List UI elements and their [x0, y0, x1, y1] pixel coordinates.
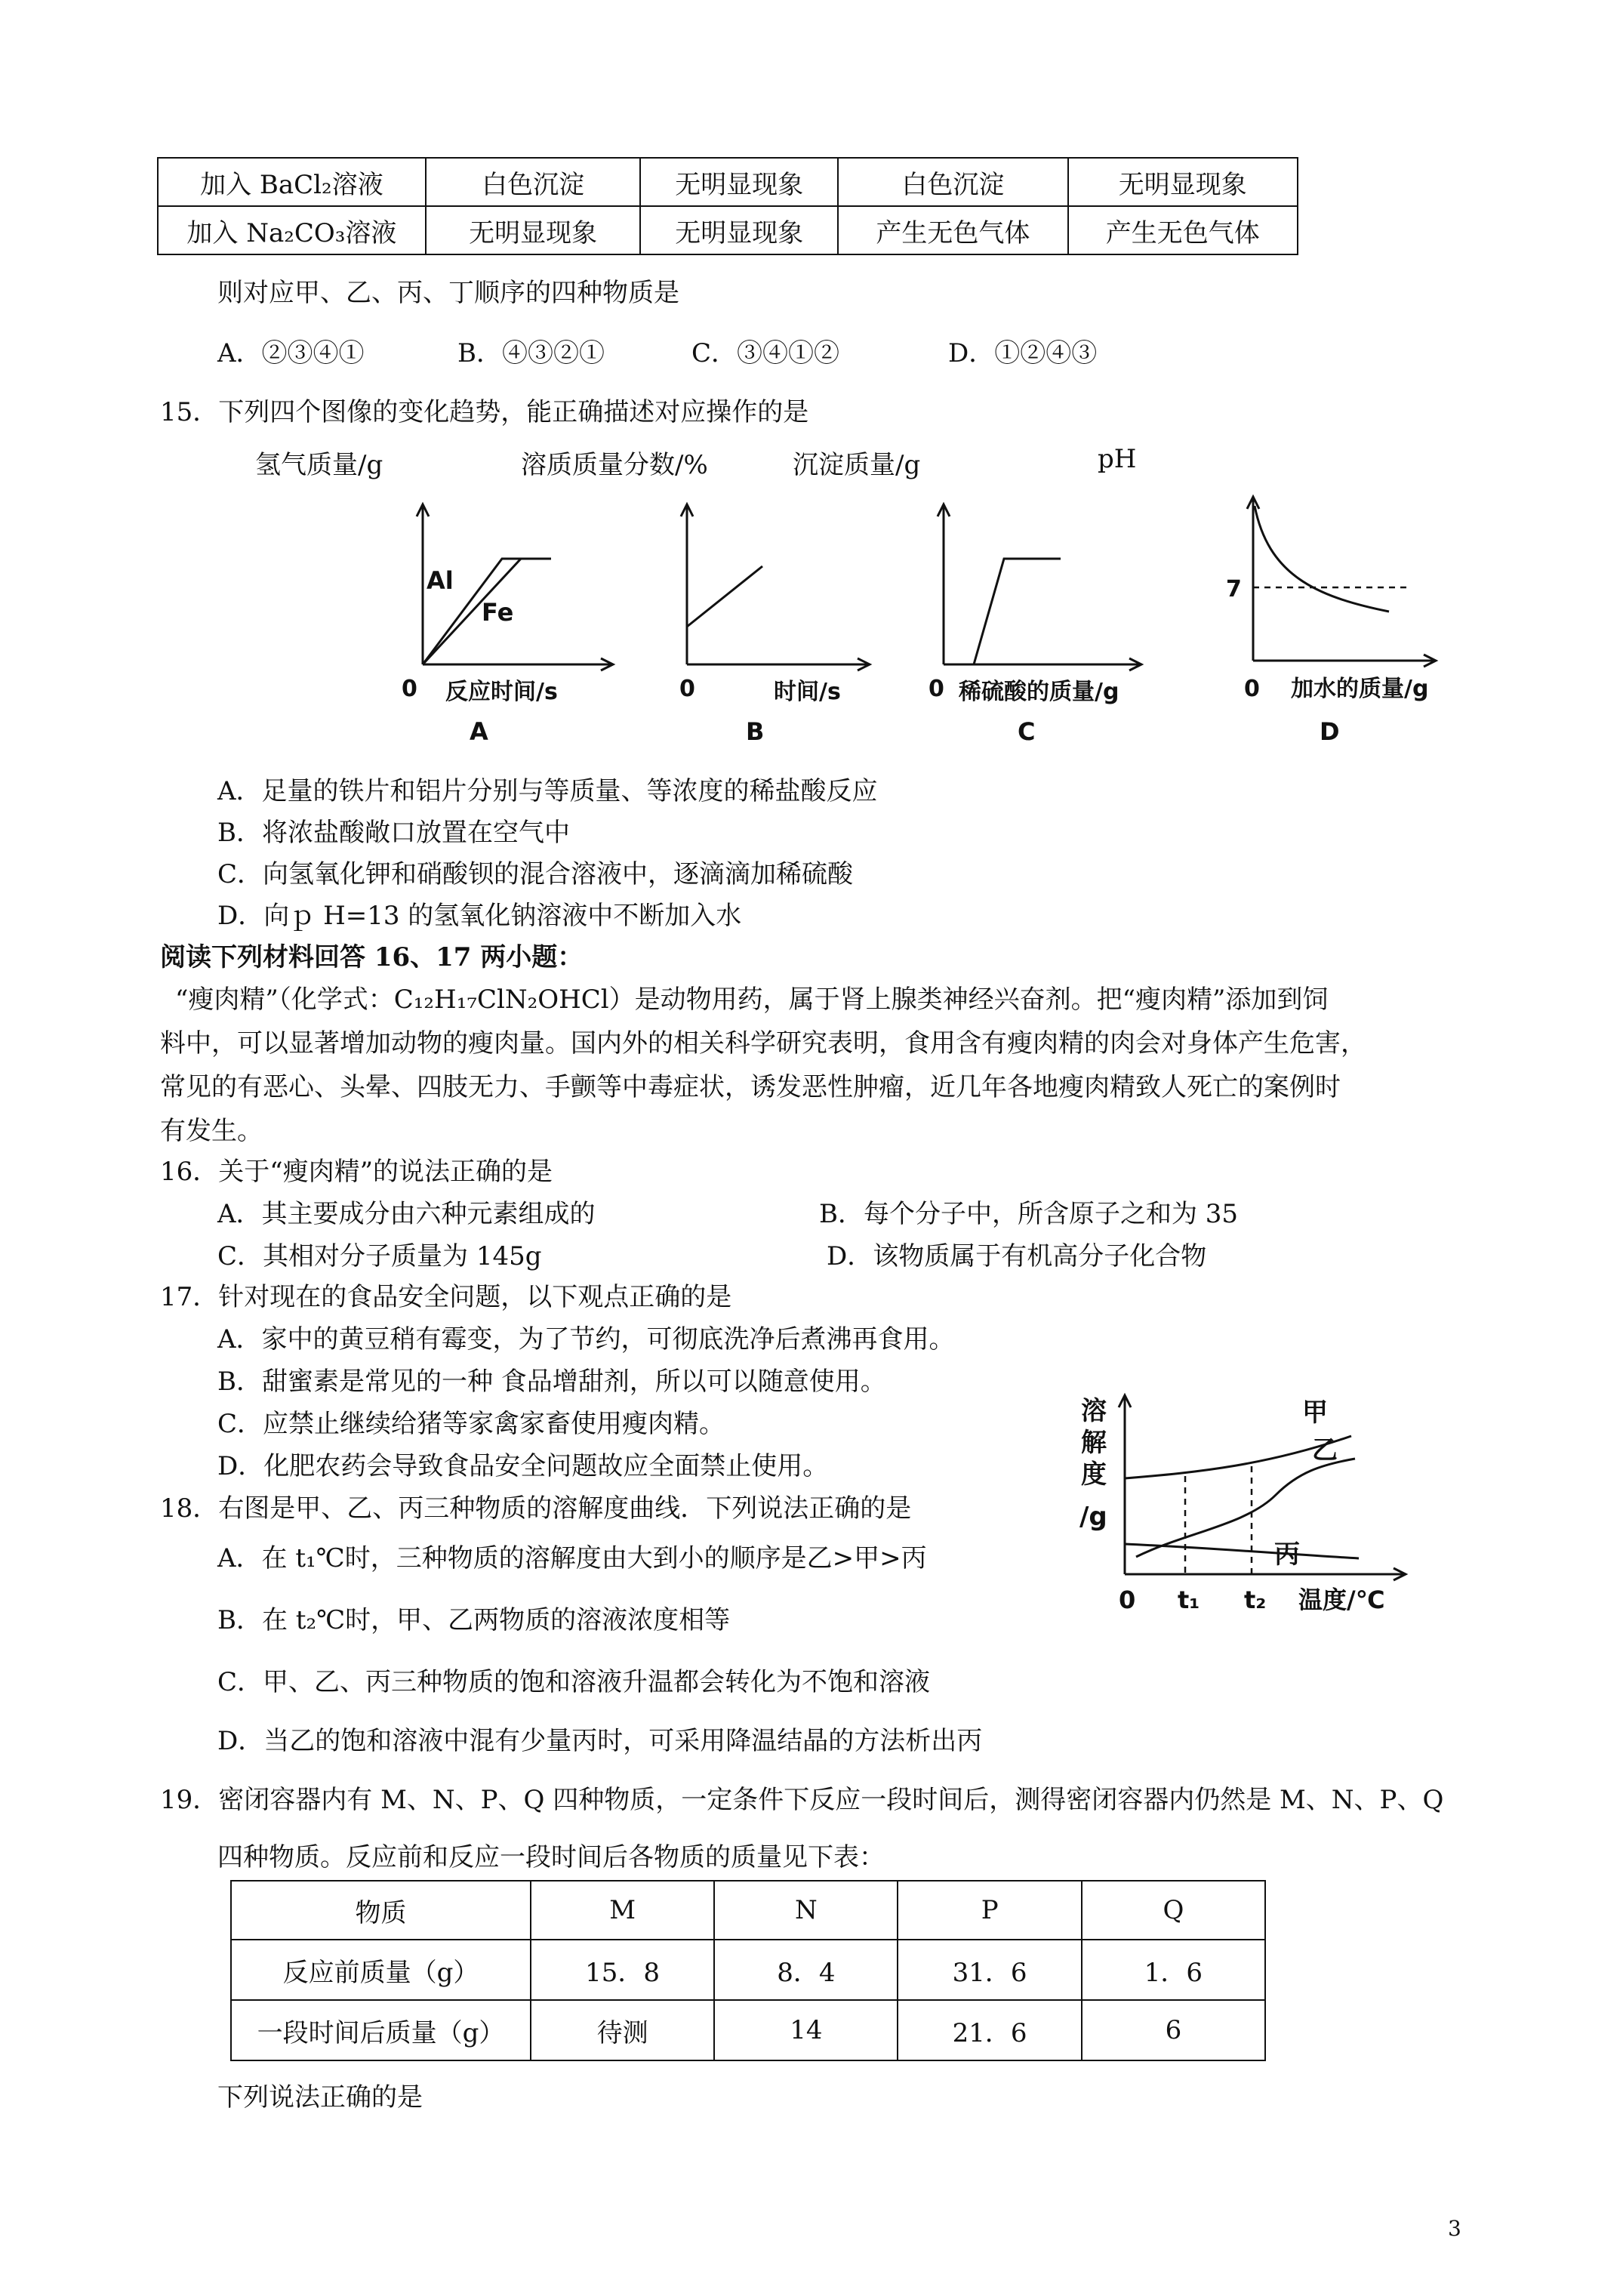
q17-option-c: C．应禁止继续给猪等家禽家畜使用瘦肉精。 [217, 1409, 725, 1439]
solubility-ylabel-1: 溶 [1081, 1396, 1107, 1426]
t1-label: t₁ [1178, 1586, 1200, 1614]
q18-stem: 18．右图是甲、乙、丙三种物质的溶解度曲线．下列说法正确的是 [160, 1493, 912, 1524]
reading-line-1 [175, 978, 1328, 1015]
table-cell: 14 [714, 2000, 898, 2060]
table-cell: 8．4 [714, 1940, 898, 2000]
table-header-cell: P [898, 1881, 1081, 1940]
graph-d-xlabel: 加水的质量/g [1291, 676, 1429, 702]
table-cell: 产生无色气体 [1068, 206, 1298, 254]
t2-label: t₂ [1244, 1586, 1267, 1614]
q17-option-d: D．化肥农药会导致食品安全问题故应全面禁止使用。 [217, 1451, 829, 1481]
graph-d-ylabel: pH [1098, 444, 1137, 474]
q16-option-d: D．该物质属于有机高分子化合物 [827, 1241, 1207, 1271]
q17-stem: 17．针对现在的食品安全问题，以下观点正确的是 [160, 1282, 732, 1312]
q18-option-a: A．在 t₁℃时，三种物质的溶解度由大到小的顺序是乙>甲>丙 [217, 1543, 927, 1573]
reading-line-3: 常见的有恶心、头晕、四肢无力、手颤等中毒症状，诱发恶性肿瘤，近几年各地瘦肉精致人死亡的案例时 [160, 1072, 1341, 1102]
q19-after: 下列说法正确的是 [217, 2082, 423, 2113]
reagent-table [157, 157, 1298, 255]
reading-heading: 阅读下列材料回答 16、17 两小题： [160, 942, 584, 972]
q18-option-d: D．当乙的饱和溶液中混有少量丙时，可采用降温结晶的方法析出丙 [217, 1726, 983, 1756]
reading-line-4: 有发生。 [160, 1116, 263, 1146]
solubility-ylabel-2: 解 [1081, 1428, 1107, 1458]
mass-table [230, 1880, 1266, 2061]
table-cell: 白色沉淀 [838, 158, 1067, 206]
q14-option-d: D．①②④③ [948, 338, 1098, 368]
al-label: Al [427, 566, 454, 595]
table-cell: 6 [1082, 2000, 1265, 2060]
q16-stem: 16．关于“瘦肉精”的说法正确的是 [160, 1157, 553, 1187]
q14-option-b: B．④③②① [457, 338, 605, 368]
q19-stem-line-2: 四种物质。反应前和反应一段时间后各物质的质量见下表： [217, 1842, 885, 1872]
q17-option-a: A．家中的黄豆稍有霉变，为了节约，可彻底洗净后煮沸再食用。 [217, 1324, 955, 1354]
table-cell: 白色沉淀 [426, 158, 641, 206]
table-cell: 无明显现象 [1068, 158, 1298, 206]
fe-label: Fe [482, 598, 514, 627]
graph-d-origin: 0 [1244, 676, 1260, 702]
q18-option-b: B．在 t₂℃时，甲、乙两物质的溶液浓度相等 [217, 1605, 731, 1635]
graph-a-origin: 0 [402, 676, 417, 702]
solubility-xlabel: 温度/℃ [1298, 1586, 1385, 1614]
graph-a [385, 491, 627, 763]
table-cell: 无明显现象 [426, 206, 641, 254]
solubility-ylabel-3: 度 [1081, 1459, 1107, 1490]
table-cell: 1．6 [1082, 1940, 1265, 2000]
q14-stem: 则对应甲、乙、丙、丁顺序的四种物质是 [217, 278, 679, 308]
graph-b [657, 491, 898, 763]
graph-a-ylabel: 氢气质量/g [255, 450, 383, 480]
graph-c [921, 491, 1178, 763]
table-cell: 加入 BaCl₂溶液 [158, 158, 426, 206]
table-cell: 待测 [531, 2000, 714, 2060]
solubility-graph [1072, 1382, 1427, 1631]
page-number: 3 [1448, 2216, 1461, 2241]
table-cell: 21．6 [898, 2000, 1081, 2060]
q16-option-b: B．每个分子中，所含原子之和为 35 [819, 1199, 1239, 1229]
q14-option-c: C．③④①② [691, 338, 840, 368]
q16-option-c: C．其相对分子质量为 145g [217, 1241, 542, 1271]
q18-option-c: C．甲、乙、丙三种物质的饱和溶液升温都会转化为不饱和溶液 [217, 1667, 931, 1697]
graph-d-tick: 7 [1226, 576, 1242, 603]
q17-option-b: B．甜蜜素是常见的一种 食品增甜剂，所以可以随意使用。 [217, 1367, 886, 1397]
table-cell: 反应前质量（g） [231, 1940, 531, 2000]
table-cell: 一段时间后质量（g） [231, 2000, 531, 2060]
graph-a-xlabel: 反应时间/s [445, 679, 558, 705]
q15-option-b: B．将浓盐酸敞口放置在空气中 [217, 818, 570, 848]
graph-b-letter: B [746, 717, 765, 746]
table-header-cell: M [531, 1881, 714, 1940]
curve-jia-label: 甲 [1302, 1398, 1328, 1428]
graph-d-letter: D [1320, 717, 1340, 746]
table-header-cell: N [714, 1881, 898, 1940]
graph-c-xlabel: 稀硫酸的质量/g [959, 679, 1119, 705]
table-cell: 15．8 [531, 1940, 714, 2000]
solubility-ylabel-4: /g [1079, 1502, 1107, 1532]
reading-line-2: 料中，可以显著增加动物的瘦肉量。国内外的相关科学研究表明，食用含有瘦肉精的肉会对身体产生危害， [160, 1028, 1366, 1059]
q15-option-d: D．向ｐ H=13 的氢氧化钠溶液中不断加入水 [217, 901, 742, 931]
curve-yi-label: 乙 [1312, 1435, 1338, 1465]
q14-option-a: A．②③④① [217, 338, 365, 368]
q15-option-a: A．足量的铁片和铝片分别与等质量、等浓度的稀盐酸反应 [217, 776, 878, 806]
graph-b-ylabel: 溶质质量分数/% [521, 450, 708, 480]
solubility-origin: 0 [1119, 1586, 1136, 1614]
graph-b-xlabel: 时间/s [774, 679, 841, 705]
table-header-cell: Q [1082, 1881, 1265, 1940]
reading-line-1-pre: “瘦肉精”（化学式： [175, 985, 394, 1015]
graph-c-letter: C [1018, 717, 1036, 746]
q15-stem: 15．下列四个图像的变化趋势，能正确描述对应操作的是 [160, 397, 809, 427]
graph-c-ylabel: 沉淀质量/g [793, 450, 921, 480]
table-header-cell: 物质 [231, 1881, 531, 1940]
chemical-formula: C₁₂H₁₇ClN₂OHCl [393, 985, 609, 1015]
table-cell: 无明显现象 [640, 158, 838, 206]
q16-option-a: A．其主要成分由六种元素组成的 [217, 1199, 596, 1229]
graph-b-origin: 0 [679, 676, 695, 702]
graph-a-letter: A [470, 717, 488, 746]
curve-bing-label: 丙 [1274, 1539, 1300, 1570]
table-cell: 31．6 [898, 1940, 1081, 2000]
reading-line-1-post: ）是动物用药，属于肾上腺类神经兴奋剂。把“瘦肉精”添加到饲 [608, 985, 1329, 1015]
q19-stem-line-1: 19．密闭容器内有 M、N、P、Q 四种物质，一定条件下反应一段时间后，测得密闭容器内仍然是 M、N、P、Q [160, 1785, 1444, 1815]
table-cell: 加入 Na₂CO₃溶液 [158, 206, 426, 254]
q15-option-c: C．向氢氧化钾和硝酸钡的混合溶液中，逐滴滴加稀硫酸 [217, 859, 854, 889]
graph-c-origin: 0 [929, 676, 944, 702]
table-cell: 无明显现象 [640, 206, 838, 254]
graph-d [1208, 491, 1495, 763]
table-cell: 产生无色气体 [838, 206, 1067, 254]
